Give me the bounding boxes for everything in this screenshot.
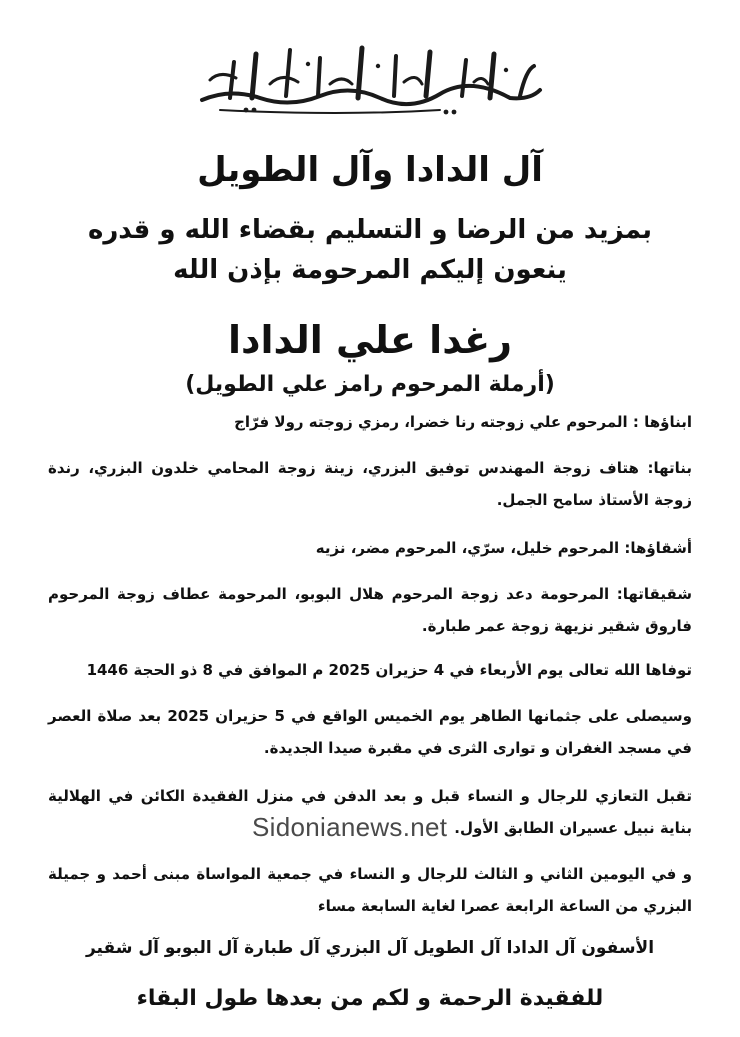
widow-of-line: (أرملة المرحوم رامز علي الطويل) <box>185 372 555 397</box>
daughters-paragraph: بناتها: هتاف زوجة المهندس توفيق البزري، زينة زوجة المحامي خلدون البزري، رندة زوجة الأستاذ سامح الجمل. <box>48 459 692 509</box>
condolences-paragraph-2: و في اليومين الثاني و الثالث للرجال و النساء في جمعية المواساة مبنى أحمد و جميلة البزري من الساعة الرابعة عصرا لغاية السابعة مساء <box>48 865 692 915</box>
watermark: Sidonianews.net <box>252 812 448 842</box>
sisters-paragraph: شقيقاتها: المرحومة دعد زوجة المرحوم هلال البوبو، المرحومة عطاف زوجة المرحوم فاروق شقير نزيهة زوجة عمر طبارة. <box>48 585 692 635</box>
funeral-prayer-paragraph: وسيصلى على جثمانها الطاهر يوم الخميس الواقع في 5 حزيران 2025 بعد صلاة العصر في مسجد الغفران و توارى الثرى في مقبرة صيدا الجديدة. <box>48 707 692 757</box>
announcement-text: بمزيد من الرضا و التسليم بقضاء الله و قدره ينعون إليكم المرحومة بإذن الله <box>87 215 653 285</box>
condolences-paragraph-1: تقبل التعازي للرجال و النساء قبل و بعد الدفن في منزل الفقيدة الكائن في الهلالية بناية نبيل عسيران الطابق الأول. <box>48 787 692 837</box>
deceased-name: رغدا علي الدادا <box>228 318 512 362</box>
calligraphy-header-image <box>190 40 550 118</box>
calligraphy-header <box>190 40 550 118</box>
death-date-paragraph: توفاها الله تعالى يوم الأربعاء في 4 حزيران 2025 م الموافق في 8 ذو الحجة 1446 <box>86 661 692 679</box>
mourners-line: الأسفون آل الدادا آل الطويل آل البزري آل طبارة آل البوبو آل شقير <box>85 938 655 958</box>
brothers-paragraph: أشقاؤها: المرحوم خليل، سرّي، المرحوم مضر، نزيه <box>315 539 692 557</box>
closing-line: للفقيدة الرحمة و لكم من بعدها طول البقاء <box>136 986 604 1011</box>
families-heading: آل الدادا وآل الطويل <box>197 150 543 190</box>
sons-paragraph: ابناؤها : المرحوم علي زوجته رنا خضرا، رمزي زوجته رولا فرّاج <box>234 413 692 431</box>
